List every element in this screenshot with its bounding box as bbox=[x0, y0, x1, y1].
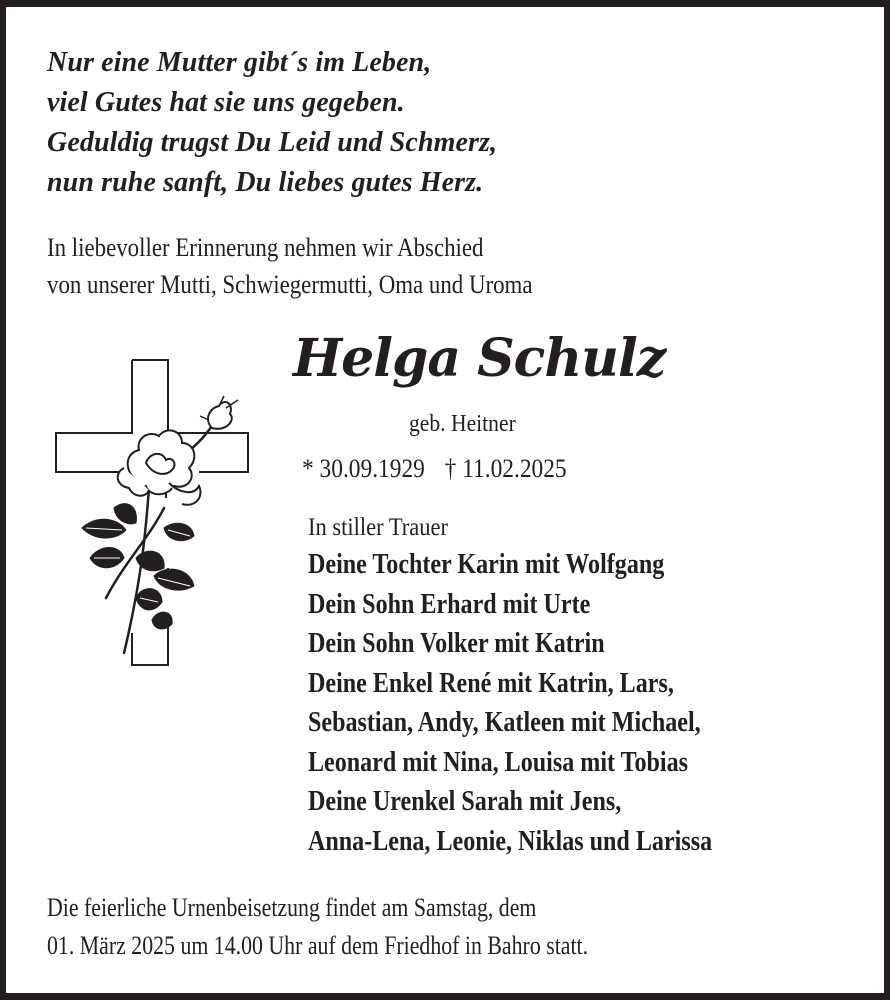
birth-date: * 30.09.1929 bbox=[302, 454, 425, 483]
mourners-list bbox=[308, 511, 778, 861]
poem-line: Nur eine Mutter gibt´s im Leben, bbox=[47, 47, 432, 78]
mourner-line: Sebastian, Andy, Katleen mit Michael, bbox=[308, 707, 701, 738]
cross-with-rose-icon bbox=[54, 358, 254, 668]
mourner-line: Anna-Lena, Leonie, Niklas und Larissa bbox=[308, 825, 713, 857]
ceremony-line: 01. März 2025 um 14.00 Uhr auf dem Friedhof in Bahro statt. bbox=[47, 931, 589, 960]
obituary-notice bbox=[6, 7, 884, 993]
ceremony-details bbox=[47, 889, 588, 965]
intro-line: von unserer Mutti, Schwiegermutti, Oma und Uroma bbox=[47, 270, 533, 299]
mourners-lead: In stiller Trauer bbox=[308, 514, 448, 541]
mourner-line: Dein Sohn Erhard mit Urte bbox=[308, 588, 591, 620]
mourner-line: Dein Sohn Volker mit Katrin bbox=[308, 628, 605, 659]
mourner-line: Deine Urenkel Sarah mit Jens, bbox=[308, 786, 622, 817]
maiden-name: geb. Heitner bbox=[409, 411, 516, 437]
life-dates bbox=[302, 453, 567, 485]
memorial-poem bbox=[47, 43, 497, 203]
poem-line: nun ruhe sanft, Du liebes gutes Herz. bbox=[47, 167, 484, 198]
mourner-line: Deine Enkel René mit Katrin, Lars, bbox=[308, 667, 674, 699]
death-date: † 11.02.2025 bbox=[444, 454, 567, 483]
farewell-intro bbox=[47, 229, 532, 303]
ceremony-line: Die feierliche Urnenbeisetzung findet am Samstag, dem bbox=[47, 893, 537, 922]
poem-line: viel Gutes hat sie uns gegeben. bbox=[47, 87, 405, 118]
deceased-name: Helga Schulz bbox=[293, 328, 666, 389]
mourner-line: Deine Tochter Karin mit Wolfgang bbox=[308, 549, 665, 580]
poem-line: Geduldig trugst Du Leid und Schmerz, bbox=[47, 127, 498, 158]
mourner-line: Leonard mit Nina, Louisa mit Tobias bbox=[308, 746, 689, 778]
intro-line: In liebevoller Erinnerung nehmen wir Abschied bbox=[47, 233, 484, 262]
